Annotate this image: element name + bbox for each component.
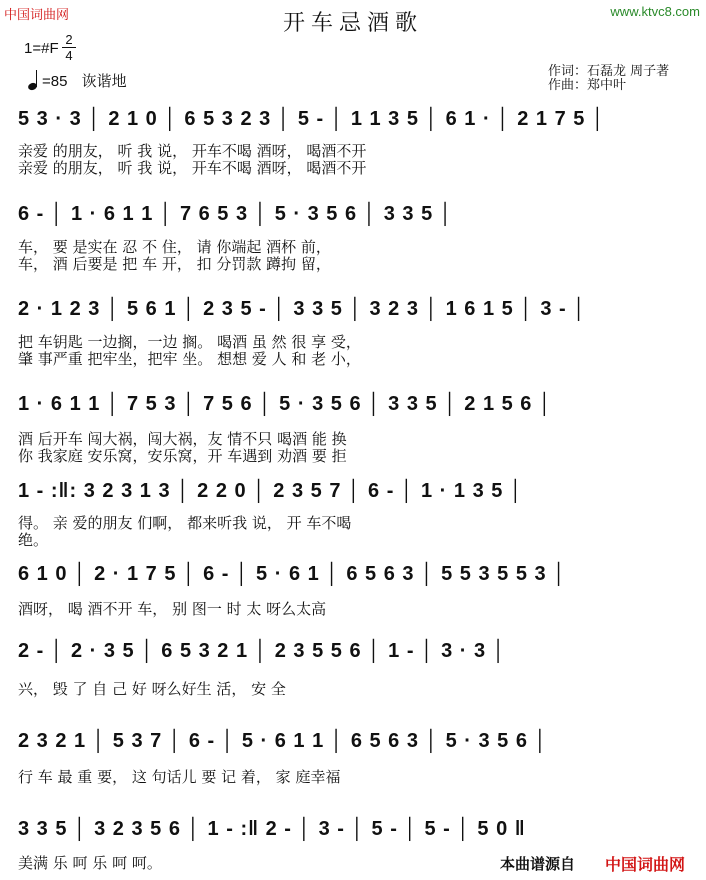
lyrics-row-1-verse-2: 亲爱 的朋友， 听 我 说， 开车不喝 酒呀， 喝酒不开 <box>18 159 367 177</box>
notation-row-9: 3 3 5 │ 3 2 3 5 6 │ 1 - :‖ 2 - │ 3 - │ 5 - │ 5 - │ 5 0 ‖ <box>18 818 526 840</box>
site-watermark-right[interactable]: www.ktvc8.com <box>610 4 700 19</box>
footer-source-label: 本曲谱源自 <box>500 855 576 873</box>
lyrics-row-6-verse-1: 酒呀， 喝 酒不开 车， 别 图一 时 太 呀么太高 <box>18 600 327 618</box>
lyrics-row-8-verse-1: 行 车 最 重 要， 这 句话儿 要 记 着， 家 庭幸福 <box>18 768 341 786</box>
time-numerator: 2 <box>65 32 73 47</box>
notation-row-5: 1 - :‖: 3 2 3 1 3 │ 2 2 0 │ 2 3 5 7 │ 6 - │ 1 · 1 3 5 │ <box>18 480 524 502</box>
notation-row-1: 5 3 · 3 │ 2 1 0 │ 6 5 3 2 3 │ 5 - │ 1 1 3 5 │ 6 1 · │ 2 1 7 5 │ <box>18 108 606 130</box>
site-watermark-left: 中国词曲网 <box>4 8 70 23</box>
time-signature <box>62 33 76 62</box>
lyrics-row-4-verse-2: 你 我家庭 安乐窝，安乐窝，开 车遇到 劝酒 要 拒 <box>18 447 347 465</box>
lyrics-row-4-verse-1: 酒 后开车 闯大祸，闯大祸，友 情不只 喝酒 能 换 <box>18 430 347 448</box>
lyricist: 作词：石磊龙 周子著 <box>548 64 670 79</box>
credits <box>548 65 669 93</box>
expression-marking: 诙谐地 <box>81 73 127 90</box>
notation-row-8: 2 3 2 1 │ 5 3 7 │ 6 - │ 5 · 6 1 1 │ 6 5 6 3 │ 5 · 3 5 6 │ <box>18 730 549 752</box>
lyrics-row-5-verse-1: 得。 亲 爱的朋友 们啊， 都来听我 说， 开 车不喝 <box>18 514 352 532</box>
notation-row-6: 6 1 0 │ 2 · 1 7 5 │ 6 - │ 5 · 6 1 │ 6 5 6 3 │ 5 5 3 5 5 3 │ <box>18 563 567 585</box>
quarter-note-icon <box>28 70 40 90</box>
notation-row-2: 6 - │ 1 · 6 1 1 │ 7 6 5 3 │ 5 · 3 5 6 │ 3 3 5 │ <box>18 203 454 225</box>
time-denominator: 4 <box>65 48 73 63</box>
tempo-marking <box>28 70 127 91</box>
footer-site-watermark[interactable]: 中国词曲网 <box>605 855 686 874</box>
lyrics-row-3-verse-2: 肇 事严重 把牢坐，把牢 坐。 想想 爱 人 和 老 小， <box>18 350 361 368</box>
lyrics-row-1-verse-1: 亲爱 的朋友， 听 我 说， 开车不喝 酒呀， 喝酒不开 <box>18 142 367 160</box>
tempo-value: =85 <box>42 73 68 90</box>
key-signature: 1=#F <box>24 40 59 57</box>
lyrics-row-7-verse-1: 兴， 毁 了 自 己 好 呀么好生 活， 安 全 <box>18 680 286 698</box>
notation-row-7: 2 - │ 2 · 3 5 │ 6 5 3 2 1 │ 2 3 5 5 6 │ 1 - │ 3 · 3 │ <box>18 640 507 662</box>
lyrics-row-5-verse-2: 绝。 <box>18 531 49 549</box>
lyrics-row-9-verse-1: 美满 乐 呵 乐 呵 呵。 <box>18 854 162 872</box>
lyrics-row-2-verse-1: 车， 要 是实在 忍 不 住， 请 你端起 酒杯 前， <box>18 238 331 256</box>
notation-row-4: 1 · 6 1 1 │ 7 5 3 │ 7 5 6 │ 5 · 3 5 6 │ 3 3 5 │ 2 1 5 6 │ <box>18 393 553 415</box>
composer: 作曲：郑中叶 <box>548 78 627 93</box>
notation-row-3: 2 · 1 2 3 │ 5 6 1 │ 2 3 5 - │ 3 3 5 │ 3 2 3 │ 1 6 1 5 │ 3 - │ <box>18 298 587 320</box>
lyrics-row-2-verse-2: 车， 酒 后要是 把 车 开， 扣 分罚款 蹲拘 留， <box>18 255 331 273</box>
lyrics-row-3-verse-1: 把 车钥匙 一边搁，一边 搁。 喝酒 虽 然 很 享 受， <box>18 333 361 351</box>
song-title: 开车忌酒歌 <box>282 11 423 36</box>
